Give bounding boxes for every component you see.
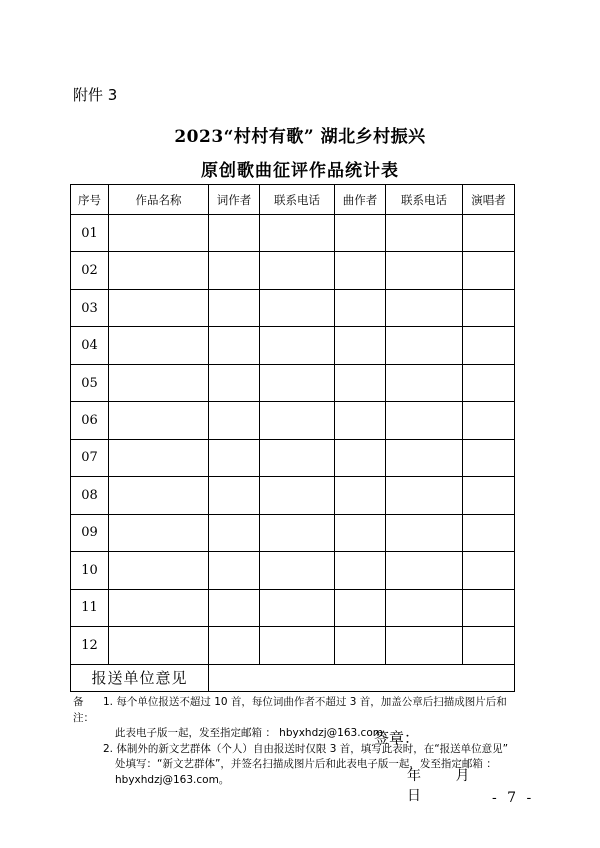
cell-lyricist[interactable] <box>209 552 260 589</box>
cell-seq: 01 <box>71 215 109 252</box>
cell-composer-phone[interactable] <box>386 626 463 664</box>
cell-work-name[interactable] <box>109 289 209 326</box>
title-line-1: 2023“村村有歌” 湖北乡村振兴 <box>174 127 426 147</box>
cell-composer[interactable] <box>335 215 386 252</box>
notes <box>73 695 533 788</box>
cell-lyricist[interactable] <box>209 215 260 252</box>
opinion-row <box>71 664 515 691</box>
header-lyricist: 词作者 <box>209 185 260 215</box>
cell-composer-phone[interactable] <box>386 215 463 252</box>
cell-lyricist-phone[interactable] <box>260 626 335 664</box>
table-row <box>71 364 515 401</box>
header-composer-phone: 联系电话 <box>386 185 463 215</box>
cell-lyricist[interactable] <box>209 514 260 551</box>
cell-composer[interactable] <box>335 327 386 364</box>
cell-composer[interactable] <box>335 552 386 589</box>
cell-composer-phone[interactable] <box>386 439 463 476</box>
cell-singer[interactable] <box>463 289 515 326</box>
cell-seq: 08 <box>71 477 109 514</box>
table-row <box>71 402 515 439</box>
cell-composer[interactable] <box>335 589 386 626</box>
note-1-line-2: 此表电子版一起，发至指定邮箱 ： hbyxhdzj@163.com。 <box>115 727 394 739</box>
cell-composer-phone[interactable] <box>386 552 463 589</box>
cell-work-name[interactable] <box>109 514 209 551</box>
cell-singer[interactable] <box>463 514 515 551</box>
cell-lyricist-phone[interactable] <box>260 514 335 551</box>
cell-composer-phone[interactable] <box>386 402 463 439</box>
cell-lyricist[interactable] <box>209 327 260 364</box>
cell-composer-phone[interactable] <box>386 252 463 289</box>
cell-singer[interactable] <box>463 439 515 476</box>
cell-lyricist-phone[interactable] <box>260 289 335 326</box>
cell-work-name[interactable] <box>109 477 209 514</box>
table-row <box>71 439 515 476</box>
table-row <box>71 215 515 252</box>
cell-lyricist-phone[interactable] <box>260 252 335 289</box>
cell-seq: 04 <box>71 327 109 364</box>
cell-singer[interactable] <box>463 364 515 401</box>
cell-lyricist-phone[interactable] <box>260 402 335 439</box>
table-row <box>71 626 515 664</box>
cell-singer[interactable] <box>463 626 515 664</box>
cell-composer-phone[interactable] <box>386 364 463 401</box>
cell-lyricist-phone[interactable] <box>260 552 335 589</box>
cell-composer[interactable] <box>335 402 386 439</box>
cell-lyricist[interactable] <box>209 402 260 439</box>
opinion-label: 报送单位意见 <box>71 664 209 691</box>
note-1-line-1: 1. 每个单位报送不超过 10 首，每位词曲作者不超过 3 首，加盖公章后扫描成图片后和 <box>103 696 507 708</box>
cell-lyricist-phone[interactable] <box>260 477 335 514</box>
table-row <box>71 514 515 551</box>
cell-lyricist-phone[interactable] <box>260 327 335 364</box>
table-row <box>71 589 515 626</box>
note-2-line-2: 处填写：“新文艺群体”，并签名扫描成图片后和此表电子版一起，发至指定邮箱 ： <box>115 758 497 770</box>
cell-work-name[interactable] <box>109 439 209 476</box>
cell-lyricist-phone[interactable] <box>260 589 335 626</box>
cell-lyricist[interactable] <box>209 589 260 626</box>
cell-seq: 07 <box>71 439 109 476</box>
cell-composer[interactable] <box>335 252 386 289</box>
page-number: - 7 - <box>492 790 535 806</box>
note-2-line-1: 2. 体制外的新文艺群体（个人）自由报送时仅限 3 首，填写此表时，在“报送单位意见” <box>103 742 509 755</box>
header-seq: 序号 <box>71 185 109 215</box>
cell-work-name[interactable] <box>109 252 209 289</box>
table-header-row <box>71 185 515 215</box>
cell-seq: 09 <box>71 514 109 551</box>
cell-lyricist[interactable] <box>209 252 260 289</box>
cell-seq: 02 <box>71 252 109 289</box>
cell-work-name[interactable] <box>109 552 209 589</box>
cell-work-name[interactable] <box>109 327 209 364</box>
table-row <box>71 289 515 326</box>
cell-seq: 03 <box>71 289 109 326</box>
cell-lyricist[interactable] <box>209 477 260 514</box>
cell-singer[interactable] <box>463 589 515 626</box>
table-row <box>71 477 515 514</box>
cell-singer[interactable] <box>463 215 515 252</box>
header-singer: 演唱者 <box>463 185 515 215</box>
cell-work-name[interactable] <box>109 215 209 252</box>
cell-lyricist-phone[interactable] <box>260 215 335 252</box>
cell-work-name[interactable] <box>109 364 209 401</box>
cell-lyricist-phone[interactable] <box>260 364 335 401</box>
cell-seq: 05 <box>71 364 109 401</box>
cell-composer-phone[interactable] <box>386 477 463 514</box>
title-line-2: 原创歌曲征评作品统计表 <box>201 161 399 181</box>
cell-lyricist[interactable] <box>209 289 260 326</box>
cell-singer[interactable] <box>463 552 515 589</box>
cell-lyricist-phone[interactable] <box>260 439 335 476</box>
attachment-label: 附件 3 <box>73 86 118 104</box>
cell-lyricist[interactable] <box>209 626 260 664</box>
cell-composer-phone[interactable] <box>386 589 463 626</box>
note-2-line-3: hbyxhdzj@163.com。 <box>115 773 230 786</box>
cell-composer-phone[interactable] <box>386 327 463 364</box>
cell-composer[interactable] <box>335 626 386 664</box>
cell-composer-phone[interactable] <box>386 289 463 326</box>
cell-seq: 11 <box>71 589 109 626</box>
table-row <box>71 552 515 589</box>
cell-singer[interactable] <box>463 327 515 364</box>
header-work-name: 作品名称 <box>109 185 209 215</box>
cell-work-name[interactable] <box>109 589 209 626</box>
cell-seq: 12 <box>71 626 109 664</box>
date-day: 日 <box>407 787 421 804</box>
cell-composer[interactable] <box>335 289 386 326</box>
cell-lyricist[interactable] <box>209 439 260 476</box>
sign-label: 签章： <box>374 728 420 747</box>
cell-composer[interactable] <box>335 364 386 401</box>
cell-work-name[interactable] <box>109 626 209 664</box>
cell-composer[interactable] <box>335 477 386 514</box>
cell-singer[interactable] <box>463 477 515 514</box>
cell-singer[interactable] <box>463 402 515 439</box>
date-year: 年 <box>407 767 421 784</box>
cell-seq: 10 <box>71 552 109 589</box>
cell-work-name[interactable] <box>109 402 209 439</box>
header-lyricist-phone: 联系电话 <box>260 185 335 215</box>
cell-lyricist[interactable] <box>209 364 260 401</box>
date-month: 月 <box>455 767 470 784</box>
cell-composer[interactable] <box>335 439 386 476</box>
table-row <box>71 252 515 289</box>
cell-composer-phone[interactable] <box>386 514 463 551</box>
notes-head: 备注： <box>73 696 94 724</box>
cell-singer[interactable] <box>463 252 515 289</box>
table-row <box>71 327 515 364</box>
cell-composer[interactable] <box>335 514 386 551</box>
cell-seq: 06 <box>71 402 109 439</box>
header-composer: 曲作者 <box>335 185 386 215</box>
